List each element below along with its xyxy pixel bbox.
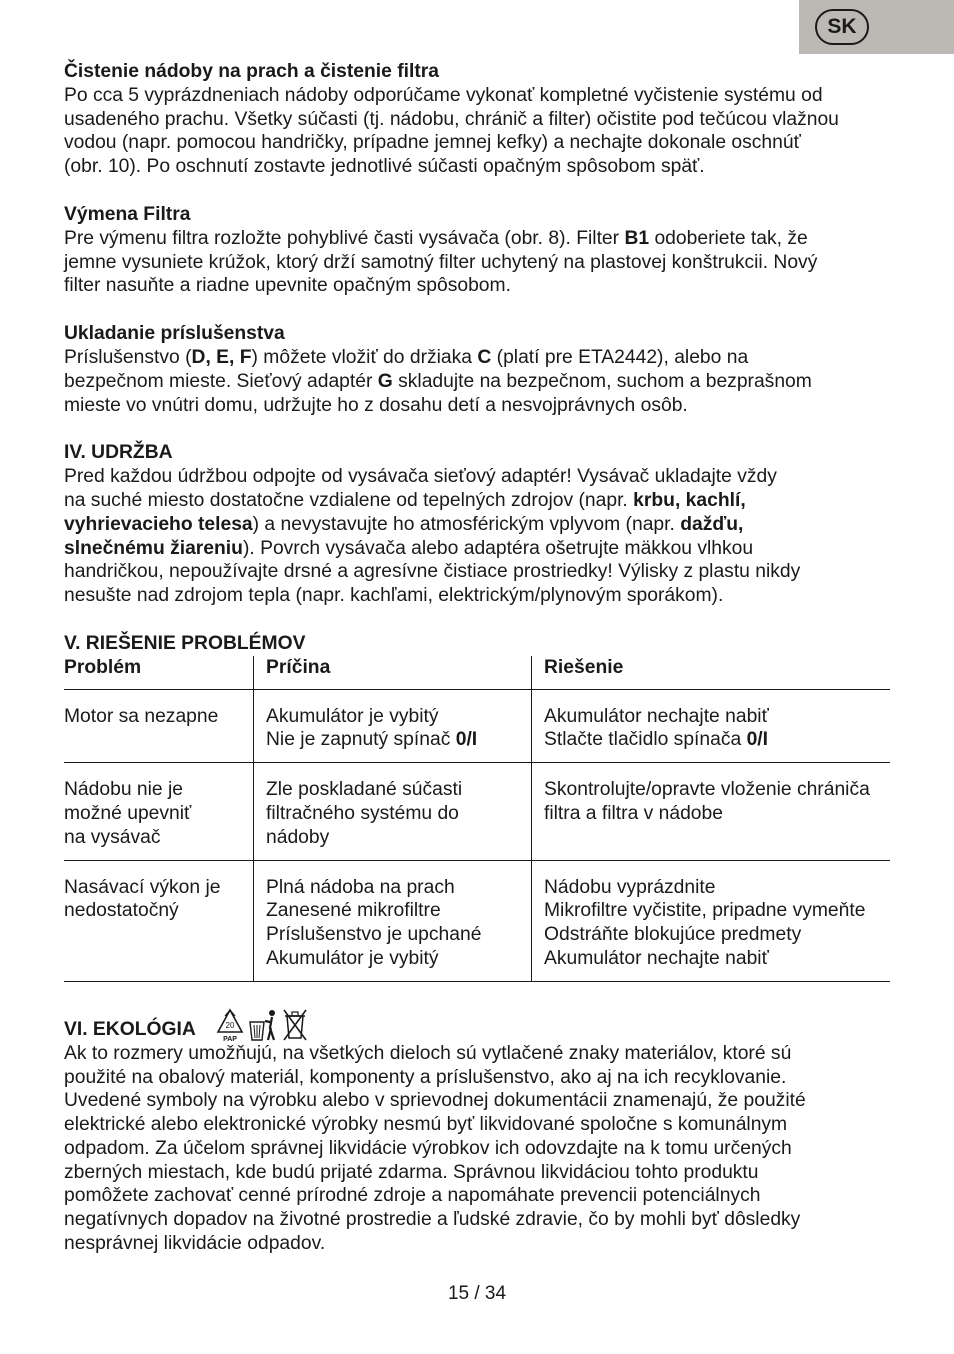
cell-line: Akumulátor nechajte nabiť xyxy=(544,705,769,727)
column-header-problem: Problém xyxy=(64,656,254,689)
paragraph-line: Ak to rozmery umožňujú, na všetkých dieloch sú vytlačené znaky materiálov, ktoré sú xyxy=(64,1042,792,1064)
paragraph-line: nesušte nad zdrojom tepla (napr. kachľami, elektrickým/plynovým sporákom). xyxy=(64,585,724,607)
table-row xyxy=(64,689,890,763)
section-title: V. RIEŠENIE PROBLÉMOV xyxy=(64,632,306,654)
table-row xyxy=(64,860,890,981)
section-ecology xyxy=(64,1002,894,1256)
paragraph-line: elektrické alebo elektronické výrobky nesmú byť likvidované spoločne s komunálnym xyxy=(64,1114,788,1136)
table-row xyxy=(64,763,890,860)
paragraph-line: Pre výmenu filtra rozložte pohyblivé časti vysávača (obr. 8). Filter B1 odoberiete tak, že xyxy=(64,227,808,249)
table-header-row xyxy=(64,656,890,689)
paragraph-line: usadeného prachu. Všetky súčasti (tj. nádobu, chránič a filter) očistite pod tečúcou vlažnou xyxy=(64,108,839,130)
section-accessory-storage xyxy=(64,322,894,417)
troubleshooting-table xyxy=(64,656,890,982)
paragraph-line: Po cca 5 vyprázdneniach nádoby odporúčame vykonať kompletné vyčistenie systému od xyxy=(64,84,823,106)
cell-problem xyxy=(64,860,254,981)
section-title: IV. UDRŽBA xyxy=(64,442,173,464)
cell-line: Nádobu vyprázdnite xyxy=(544,876,716,898)
paragraph-line: Pred každou údržbou odpojte od vysávača sieťový adaptér! Vysávač ukladajte vždy xyxy=(64,466,777,488)
language-badge: SK xyxy=(815,9,869,45)
section-title: Výmena Filtra xyxy=(64,203,191,225)
cell-line: filtra a filtra v nádobe xyxy=(544,802,723,824)
paragraph-line: na suché miesto dostatočne vzdialene od tepelných zdrojov (napr. krbu, kachlí, xyxy=(64,489,746,511)
section-filter-replacement xyxy=(64,203,894,298)
paragraph-line: mieste vo vnútri domu, udržujte ho z dosahu detí a nesvojprávnych osôb. xyxy=(64,394,688,416)
paragraph-line: Uvedené symboly na výrobku alebo v sprievodnej dokumentácii znamenajú, že použité xyxy=(64,1090,806,1112)
recycling-symbol-icon xyxy=(216,1008,244,1042)
section-maintenance xyxy=(64,441,894,608)
cell-line: nádoby xyxy=(266,826,330,848)
cell-line: Nádobu nie je xyxy=(64,779,183,801)
cell-cause xyxy=(254,763,532,860)
paragraph-line: bezpečnom mieste. Sieťový adaptér G skladujte na bezpečnom, suchom a bezprašnom xyxy=(64,370,812,392)
cell-solution xyxy=(532,860,891,981)
paragraph-line: handričkou, nepoužívajte drsné a agresívne čistiace prostriedky! Výlisky z plastu nikdy xyxy=(64,561,801,583)
cell-problem xyxy=(64,689,254,763)
paragraph-line: Príslušenstvo (D, E, F) môžete vložiť do držiaka C (platí pre ETA2442), alebo na xyxy=(64,346,749,368)
paragraph-line: filter nasuňte a riadne upevnite opačným spôsobom. xyxy=(64,275,511,297)
paragraph-line: (obr. 10). Po oschnutí zostavte jednotlivé súčasti opačným spôsobom späť. xyxy=(64,156,705,178)
paragraph-line: vyhrievacieho telesa) a nevystavujte ho atmosférickým vplyvom (napr. dažďu, xyxy=(64,513,744,535)
cell-line: Akumulátor je vybitý xyxy=(266,947,439,969)
cell-line: Zle poskladané súčasti xyxy=(266,779,463,801)
cell-line: Odstráňte blokujúce predmety xyxy=(544,924,802,946)
cell-line: filtračného systému do xyxy=(266,802,459,824)
section-troubleshooting xyxy=(64,632,894,982)
paragraph-line: jemne vysuniete krúžok, ktorý drží samotný filter uchytený na plastovej konštrukcii. Nový xyxy=(64,251,818,273)
recycling-material-label: PAP xyxy=(222,1035,237,1042)
paragraph-line: odpadom. Za účelom správnej likvidácie výrobkov ich odovzdajte na k tomu určených xyxy=(64,1137,792,1159)
cell-solution xyxy=(532,763,891,860)
cell-solution xyxy=(532,689,891,763)
section-title: Čistenie nádoby na prach a čistenie filtra xyxy=(64,61,440,82)
cell-line: Nie je zapnutý spínač 0/I xyxy=(266,729,478,751)
weee-crossed-bin-icon xyxy=(282,1008,308,1042)
cell-line: Nasávací výkon je xyxy=(64,876,221,898)
page-number: 15 / 34 xyxy=(447,1283,507,1304)
cell-line: na vysávač xyxy=(64,826,161,848)
cell-line: Mikrofiltre vyčistite, pripadne vymeňte xyxy=(544,900,866,922)
section-dust-cleaning xyxy=(64,60,894,179)
cell-line: Akumulátor nechajte nabiť xyxy=(544,947,769,969)
cell-line: Príslušenstvo je upchané xyxy=(266,924,482,946)
paragraph-line: slnečnému žiareniu). Povrch vysávača alebo adaptéra ošetrujte mäkkou vlhkou xyxy=(64,537,754,559)
cell-problem xyxy=(64,763,254,860)
cell-line: možné upevniť xyxy=(64,802,192,824)
cell-line: Zanesené mikrofiltre xyxy=(266,900,441,922)
language-tab xyxy=(799,0,954,54)
cell-line: Motor sa nezapne xyxy=(64,705,219,727)
paragraph-line: pomôžete zachovať cenné prírodné zdroje a napomáhate prevencii potenciálnych xyxy=(64,1185,761,1207)
cell-cause xyxy=(254,689,532,763)
paragraph-line: vodou (napr. pomocou handričky, prípadne jemnej kefky) a nechajte dokonale oschnúť xyxy=(64,132,801,154)
column-header-cause: Príčina xyxy=(254,656,532,689)
paragraph-line: zberných miestach, kde budú prijaté zdarma. Správnou likvidáciou tohto produktu xyxy=(64,1161,759,1183)
cell-line: Plná nádoba na prach xyxy=(266,876,455,898)
recycling-code-text: 20 xyxy=(225,1020,235,1030)
column-header-solution: Riešenie xyxy=(532,656,891,689)
section-title: VI. EKOLÓGIA xyxy=(64,1018,196,1040)
paragraph-line: nesprávnej likvidácie odpadov. xyxy=(64,1233,326,1255)
cell-cause xyxy=(254,860,532,981)
page-content xyxy=(64,60,894,1256)
litter-bin-icon xyxy=(248,1008,278,1042)
cell-line: Akumulátor je vybitý xyxy=(266,705,439,727)
cell-line: Skontrolujte/opravte vloženie chrániča xyxy=(544,779,870,801)
cell-line: nedostatočný xyxy=(64,900,179,922)
paragraph-line: použité na obalový materiál, komponenty a príslušenstvo, ako aj na ich recyklovanie. xyxy=(64,1066,787,1088)
cell-line: Stlačte tlačidlo spínača 0/I xyxy=(544,729,769,751)
paragraph-line: negatívnych dopadov na životné prostredie a ľudské zdravie, čo by mohli byť dôsledky xyxy=(64,1209,801,1231)
section-title: Ukladanie príslušenstva xyxy=(64,323,285,345)
